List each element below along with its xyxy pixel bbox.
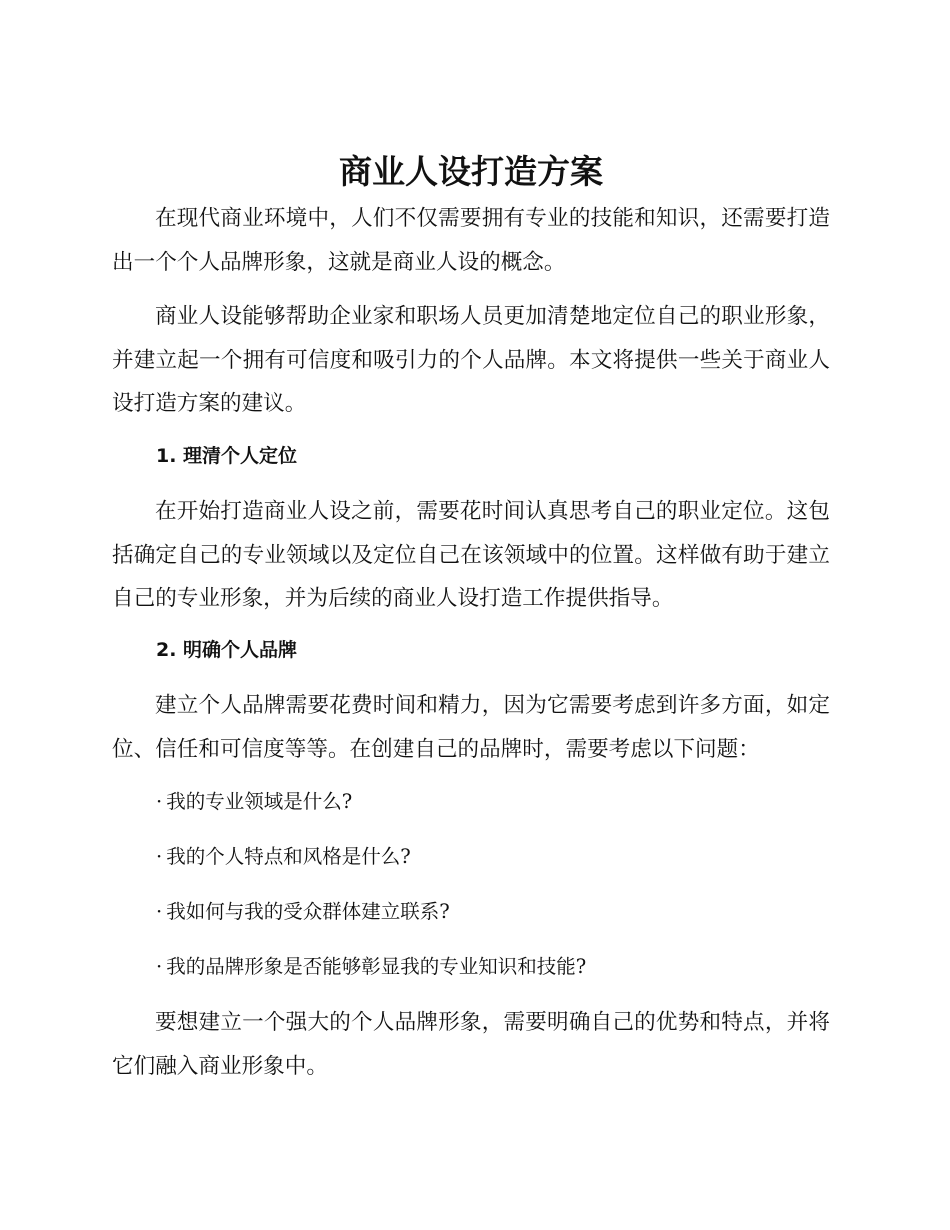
bullet-icon: · [156,900,163,923]
list-item [156,894,450,930]
brand-paragraph: 建立个人品牌需要花费时间和精力，因为它需要考虑到许多方面，如定位、信任和可信度等等。在创建自己的品牌时，需要考虑以下问题： [112,693,830,762]
positioning-paragraph: 在开始打造商业人设之前，需要花时间认真思考自己的职业定位。这包括确定自己的专业领域以及定位自己在该领域中的位置。这样做有助于建立自己的专业形象，并为后续的商业人设打造工作提供指导。 [112,499,830,612]
purpose-paragraph: 商业人设能够帮助企业家和职场人员更加清楚地定位自己的职业形象，并建立起一个拥有可信度和吸引力的个人品牌。本文将提供一些关于商业人设打造方案的建议。 [112,304,830,417]
bullet-icon: · [156,845,163,868]
list-item [156,839,411,875]
document-title: 商业人设打造方案 [339,152,603,191]
list-item-text: 我的品牌形象是否能够彰显我的专业知识和技能? [166,955,587,978]
section-heading-brand: 2. 明确个人品牌 [156,639,298,661]
intro-paragraph: 在现代商业环境中，人们不仅需要拥有专业的技能和知识，还需要打造出一个个人品牌形象，这就是商业人设的概念。 [112,206,830,275]
list-item-text: 我的个人特点和风格是什么? [166,845,411,868]
bullet-icon: · [156,955,163,978]
list-item-text: 我如何与我的受众群体建立联系? [166,900,450,923]
section-heading-positioning: 1. 理清个人定位 [156,445,298,467]
list-item-text: 我的专业领域是什么? [166,790,353,813]
list-item [156,949,586,985]
bullet-icon: · [156,790,163,813]
list-item [156,784,352,820]
closing-paragraph: 要想建立一个强大的个人品牌形象，需要明确自己的优势和特点，并将它们融入商业形象中。 [112,1010,830,1079]
